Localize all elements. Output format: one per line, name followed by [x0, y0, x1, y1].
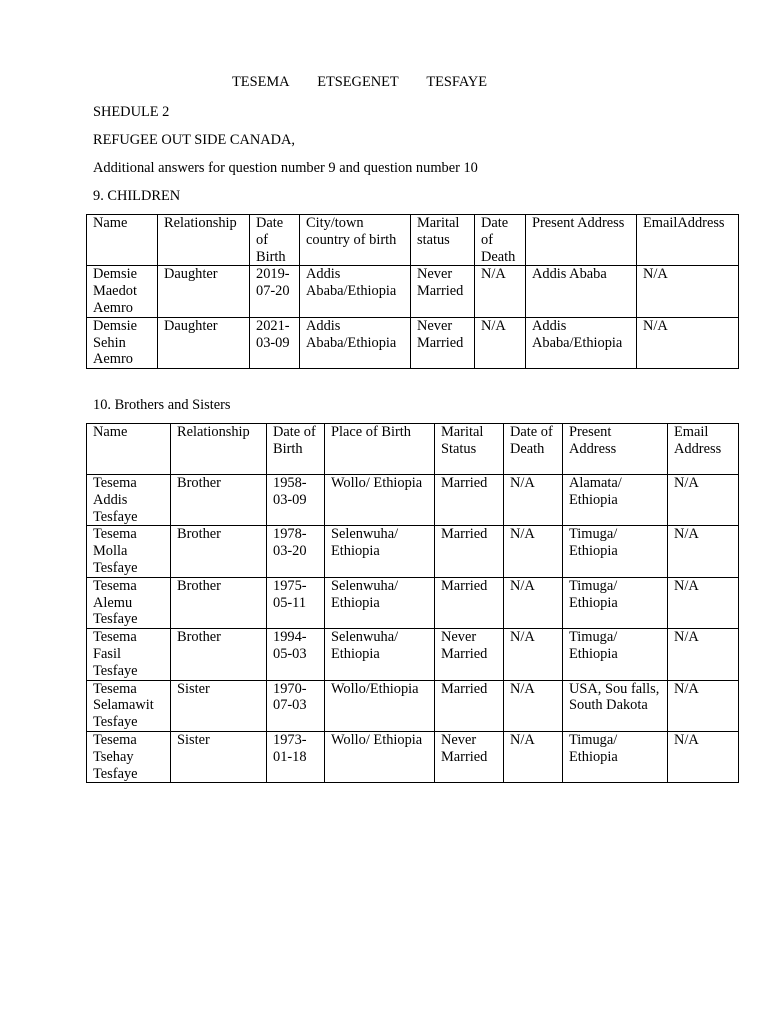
- table-cell: Never Married: [435, 731, 504, 782]
- table-cell: N/A: [504, 680, 563, 731]
- name-part-given: ETSEGENET: [317, 74, 399, 90]
- table-cell: 1970-07-03: [267, 680, 325, 731]
- table-cell: Demsie Sehin Aemro: [87, 317, 158, 368]
- table-row: [87, 680, 739, 731]
- table-cell: N/A: [504, 629, 563, 680]
- table-cell: N/A: [475, 266, 526, 317]
- table-cell: Tesema Selamawit Tesfaye: [87, 680, 171, 731]
- table-cell: Brother: [171, 526, 267, 577]
- table-cell: 1978-03-20: [267, 526, 325, 577]
- table-cell: Never Married: [411, 266, 475, 317]
- table-cell: Selenwuha/ Ethiopia: [325, 526, 435, 577]
- table-cell: N/A: [668, 526, 739, 577]
- children-heading: 9. CHILDREN: [93, 188, 181, 204]
- table-cell: N/A: [668, 731, 739, 782]
- column-header: EmailAddress: [637, 215, 739, 266]
- name-part-surname: TESEMA: [232, 74, 290, 90]
- table-header-row: [87, 424, 739, 475]
- table-row: [87, 526, 739, 577]
- table-cell: N/A: [504, 526, 563, 577]
- table-cell: Wollo/ Ethiopia: [325, 731, 435, 782]
- table-cell: Married: [435, 526, 504, 577]
- table-cell: N/A: [504, 475, 563, 526]
- column-header: Date of Death: [504, 424, 563, 475]
- column-header: Present Address: [526, 215, 637, 266]
- table-cell: Tesema Addis Tesfaye: [87, 475, 171, 526]
- table-header-row: [87, 215, 739, 266]
- table-cell: Married: [435, 577, 504, 628]
- schedule-label: SHEDULE 2: [93, 104, 170, 120]
- table-cell: N/A: [637, 266, 739, 317]
- table-cell: Tesema Molla Tesfaye: [87, 526, 171, 577]
- table-cell: N/A: [475, 317, 526, 368]
- children-table: [86, 214, 739, 369]
- table-cell: Timuga/ Ethiopia: [563, 731, 668, 782]
- table-cell: Brother: [171, 577, 267, 628]
- table-cell: N/A: [668, 680, 739, 731]
- table-cell: N/A: [668, 577, 739, 628]
- table-cell: 2021-03-09: [250, 317, 300, 368]
- table-row: [87, 577, 739, 628]
- table-cell: Alamata/ Ethiopia: [563, 475, 668, 526]
- table-cell: N/A: [504, 577, 563, 628]
- column-header: Relationship: [158, 215, 250, 266]
- table-cell: Wollo/ Ethiopia: [325, 475, 435, 526]
- table-cell: Never Married: [435, 629, 504, 680]
- column-header: Marital status: [411, 215, 475, 266]
- table-cell: Daughter: [158, 317, 250, 368]
- table-cell: 1994-05-03: [267, 629, 325, 680]
- table-cell: Never Married: [411, 317, 475, 368]
- table-cell: 1975-05-11: [267, 577, 325, 628]
- table-cell: Tesema Tsehay Tesfaye: [87, 731, 171, 782]
- table-cell: N/A: [668, 475, 739, 526]
- name-part-father: TESFAYE: [426, 74, 488, 90]
- column-header: Date of Death: [475, 215, 526, 266]
- table-cell: N/A: [668, 629, 739, 680]
- column-header: Name: [87, 215, 158, 266]
- table-cell: N/A: [637, 317, 739, 368]
- table-cell: Wollo/Ethiopia: [325, 680, 435, 731]
- table-cell: Tesema Fasil Tesfaye: [87, 629, 171, 680]
- table-cell: Tesema Alemu Tesfaye: [87, 577, 171, 628]
- applicant-name-heading: [232, 74, 487, 91]
- table-row: [87, 317, 739, 368]
- additional-answers-line: Additional answers for question number 9 and question number 10: [93, 160, 478, 176]
- table-cell: Sister: [171, 680, 267, 731]
- refugee-line: REFUGEE OUT SIDE CANADA,: [93, 132, 296, 148]
- table-cell: Addis Ababa/Ethiopia: [300, 317, 411, 368]
- table-cell: Selenwuha/ Ethiopia: [325, 577, 435, 628]
- table-cell: 1958-03-09: [267, 475, 325, 526]
- table-cell: Timuga/ Ethiopia: [563, 526, 668, 577]
- table-row: [87, 731, 739, 782]
- table-cell: Demsie Maedot Aemro: [87, 266, 158, 317]
- column-header: Relationship: [171, 424, 267, 475]
- table-cell: Timuga/ Ethiopia: [563, 629, 668, 680]
- table-row: [87, 629, 739, 680]
- column-header: Marital Status: [435, 424, 504, 475]
- table-row: [87, 475, 739, 526]
- table-cell: N/A: [504, 731, 563, 782]
- table-cell: Addis Ababa/Ethiopia: [300, 266, 411, 317]
- table-cell: Married: [435, 475, 504, 526]
- table-cell: Timuga/ Ethiopia: [563, 577, 668, 628]
- column-header: City/town country of birth: [300, 215, 411, 266]
- column-header: Place of Birth: [325, 424, 435, 475]
- column-header: Email Address: [668, 424, 739, 475]
- table-cell: USA, Sou falls, South Dakota: [563, 680, 668, 731]
- column-header: Name: [87, 424, 171, 475]
- table-cell: Daughter: [158, 266, 250, 317]
- table-cell: 2019-07-20: [250, 266, 300, 317]
- table-cell: Brother: [171, 629, 267, 680]
- table-cell: Addis Ababa/Ethiopia: [526, 317, 637, 368]
- siblings-table: [86, 423, 739, 783]
- table-row: [87, 266, 739, 317]
- column-header: Date of Birth: [267, 424, 325, 475]
- table-cell: Addis Ababa: [526, 266, 637, 317]
- table-cell: Brother: [171, 475, 267, 526]
- column-header: Date of Birth: [250, 215, 300, 266]
- table-cell: Selenwuha/ Ethiopia: [325, 629, 435, 680]
- siblings-heading: 10. Brothers and Sisters: [93, 397, 231, 413]
- column-header: Present Address: [563, 424, 668, 475]
- table-cell: 1973-01-18: [267, 731, 325, 782]
- table-cell: Married: [435, 680, 504, 731]
- table-cell: Sister: [171, 731, 267, 782]
